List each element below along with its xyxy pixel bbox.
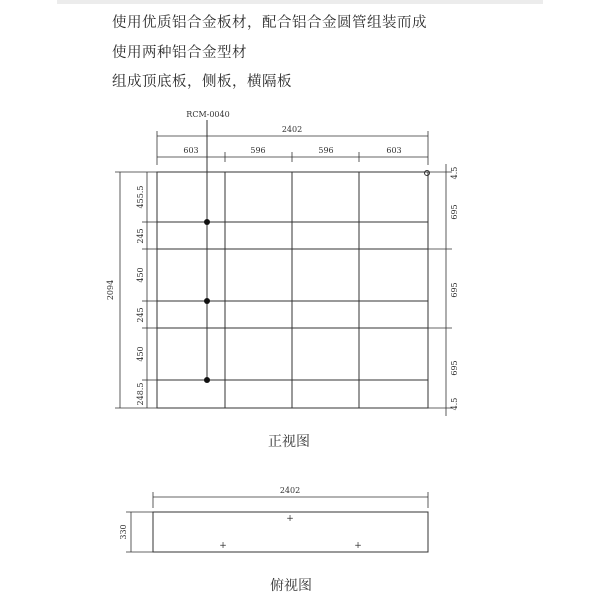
connector-dot	[204, 219, 210, 225]
right-segment-label: 4.5	[450, 397, 459, 411]
right-segment-dimension	[428, 164, 452, 416]
overall-height-label: 2094	[106, 279, 115, 301]
connector-dot	[204, 377, 210, 383]
column-width-label: 603	[386, 146, 402, 155]
top-view-post-markers	[219, 514, 362, 551]
top-view-caption: 俯视图	[270, 578, 312, 594]
left-segment-label: 245	[136, 307, 145, 323]
column-width-label: 603	[183, 146, 199, 155]
post-marker: +	[286, 514, 294, 524]
left-segment-label: 455.5	[136, 185, 145, 209]
part-label: RCM-0040	[186, 110, 230, 119]
left-segment-label: 248.5	[136, 382, 145, 406]
left-segment-label: 450	[136, 346, 145, 362]
column-width-label: 596	[250, 146, 266, 155]
right-segment-label: 695	[450, 360, 459, 376]
description-line-2: 使用两种铝合金型材	[112, 45, 247, 61]
post-marker: +	[219, 541, 227, 551]
top-depth-label: 330	[119, 524, 128, 540]
description-line-3: 组成顶底板，侧板，横隔板	[112, 74, 292, 90]
top-width-label: 2402	[279, 486, 301, 495]
right-segment-label: 695	[450, 204, 459, 220]
corner-marker	[425, 171, 430, 176]
column-width-label: 596	[318, 146, 334, 155]
description-line-1: 使用优质铝合金板材，配合铝合金圆管组装而成	[112, 15, 427, 31]
left-segment-label: 450	[136, 267, 145, 283]
overall-width-label: 2402	[281, 125, 303, 134]
top-depth-dimension	[126, 512, 153, 552]
left-segment-label: 245	[136, 228, 145, 244]
right-segment-label: 695	[450, 282, 459, 298]
connector-dot	[204, 298, 210, 304]
right-segment-label: 4.5	[450, 166, 459, 180]
post-marker: +	[354, 541, 362, 551]
front-view	[157, 120, 430, 408]
front-view-caption: 正视图	[268, 434, 310, 450]
